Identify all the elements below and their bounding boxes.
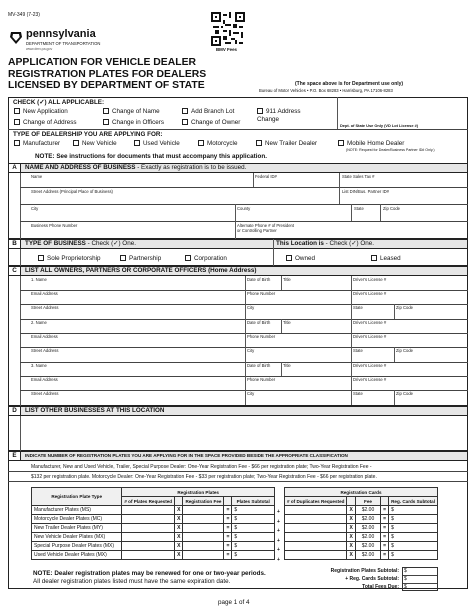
officer-2-label: Driver's License # [353, 320, 387, 325]
plus-sign: + [277, 518, 280, 525]
federal-id-label: Federal ID# [255, 174, 277, 179]
officer-3-address-label: Zip Code [396, 391, 413, 396]
card-row: X $2.00 = $ [285, 542, 438, 551]
plate-row: Used Vehicle Dealer Plates (MX) X = $ [32, 551, 275, 560]
fee-text-line-2: $132 per registration plate. Motorcycle Dealer: One-Year Registration Fee - $33 per registration plate; Two-Year Registration Fee - $66 per registration plate. [31, 474, 377, 480]
officer-3-address-label: City [247, 391, 255, 396]
logo-dept: DEPARTMENT OF TRANSPORTATION [26, 41, 101, 46]
checkbox-sole-proprietorship[interactable]: Sole Proprietorship [38, 255, 101, 262]
checkbox-change-of-address[interactable]: Change of Address [14, 119, 77, 126]
alternate-phone-label: Alternate Phone # of President or Controlling Partner [237, 223, 295, 233]
plus-sign: + [277, 537, 280, 544]
card-row: X $2.00 = $ [285, 533, 438, 542]
logo-url: www.dmv.pa.gov [26, 47, 53, 51]
plus-sign: + [277, 509, 280, 515]
checkbox-leased[interactable]: Leased [371, 255, 401, 262]
plates-subtotal-label: Registration Plates Subtotal: [330, 568, 399, 574]
officer-2-address-label: City [247, 348, 255, 353]
officer-2-label: Title [283, 320, 291, 325]
checkbox-manufacturer[interactable]: Manufacturer [14, 140, 60, 147]
officer-2-contact-label: Email Address [31, 334, 58, 339]
street-address-label: Street Address (Principal Place of Business) [31, 189, 113, 194]
plus-sign: + [277, 557, 280, 563]
plate-row: Special Purpose Dealer Plates (MX) X = $ [32, 542, 275, 551]
din-label: List DIN/Bus. Partner ID# [342, 189, 390, 194]
officer-1-contact-label: Phone Number [247, 291, 276, 296]
checkbox-911-address-change[interactable]: 911 Address Change [257, 108, 301, 123]
officer-3-contact-label: Driver's License # [353, 377, 387, 382]
dept-state-use-label: Dept. of State Use Only (VD Lot License #) [340, 123, 419, 128]
state-sales-tax-label: State Sales Tax # [342, 174, 375, 179]
officer-3-contact-label: Email Address [31, 377, 58, 382]
plate-row: Manufacturer Plates (MS) X = $ [32, 506, 275, 515]
officer-1-label: Title [283, 277, 291, 282]
applicable-heading: CHECK (✓) ALL APPLICABLE: [13, 99, 105, 106]
renewal-note-2: All dealer registration plates listed must have the same expiration date. [33, 578, 231, 585]
renewal-note-1: NOTE: Dealer registration plates may be renewed for one or two-year periods. [33, 570, 266, 577]
officer-1-label: 1. Name [31, 277, 47, 282]
checkbox-change-of-owner[interactable]: Change of Owner [182, 119, 240, 126]
checkbox-partnership[interactable]: Partnership [120, 255, 161, 262]
officer-2-label: 2. Name [31, 320, 47, 325]
cards-table: Registration Cards # of Duplicates Requested Fee Reg. Cards Subtotal X $2.00 = $ X $2.00 = $ X $2.00 = $ X $2.00 = $ X $2.00 = $ X $2.00 = $ [284, 487, 438, 560]
zip-label: Zip Code [383, 206, 400, 211]
dealership-heading: TYPE OF DEALERSHIP YOU ARE APPLYING FOR: [13, 131, 163, 138]
logo-name: pennsylvania [26, 28, 96, 40]
officer-3-address-label: Street Address [31, 391, 59, 396]
bureau-address: Bureau of Motor Vehicles • P.O. Box 68283 • Harrisburg, PA 17106-8283 [259, 88, 393, 93]
total-fees-label: Total Fees Due: [362, 584, 399, 590]
officer-1-contact-label: Email Address [31, 291, 58, 296]
fee-text-line-1: Manufacturer, New and Used Vehicle, Trailer, Special Purpose Dealer: One-Year Registration Fee - $66 per registration plate; Two-Year Registration Fee - [31, 464, 372, 470]
page-number: page 1 of 4 [218, 599, 250, 606]
officer-2-contact-label: Phone Number [247, 334, 276, 339]
other-businesses-field[interactable] [22, 419, 466, 449]
officer-1-address-label: City [247, 305, 255, 310]
plus-sign: + [277, 547, 280, 554]
officer-3-address-label: State [353, 391, 363, 396]
officer-2-address-label: Zip Code [396, 348, 413, 353]
qr-caption: BMV Fees [216, 47, 237, 52]
city-label: City [31, 206, 39, 211]
card-row: X $2.00 = $ [285, 524, 438, 533]
business-name-label: Name [31, 174, 43, 179]
checkbox-change-in-officers[interactable]: Change in Officers [103, 119, 164, 126]
checkbox-corporation[interactable]: Corporation [185, 255, 227, 262]
officer-1-address-label: State [353, 305, 363, 310]
plates-table: Registration Plate Type Registration Plates # of Plates Requested Registration Fee Plates Subtotal Manufacturer Plates (MS) X = $ Motorcycle Dealer Plates (MC) X = $ New Trailer Dealer Plates (MY) X = $ New Vehicle Dealer Plates (MX) X = $ Special Purpose Dealer Plates (MX) X = $ Used Vehicle Dealer Plates (MX) X = $ [31, 487, 275, 560]
state-label: State [354, 206, 364, 211]
officer-2-label: Date of Birth [247, 320, 271, 325]
officer-3-label: Driver's License # [353, 363, 387, 368]
officer-1-address-label: Zip Code [396, 305, 413, 310]
officer-1-contact-label: Driver's License # [353, 291, 387, 296]
dept-use-note: (The space above is for Department use only) [295, 81, 404, 87]
checkbox-mobile-home-dealer[interactable]: Mobile Home Dealer [338, 140, 404, 147]
officer-3-label: Date of Birth [247, 363, 271, 368]
plate-row: Motorcycle Dealer Plates (MC) X = $ [32, 515, 275, 524]
plus-sign: + [277, 528, 280, 535]
officer-1-address-label: Street Address [31, 305, 59, 310]
form-title: APPLICATION FOR VEHICLE DEALER REGISTRATION PLATES FOR DEALERS LICENSED BY DEPARTMENT OF STATE [8, 57, 207, 91]
officer-2-contact-label: Driver's License # [353, 334, 387, 339]
checkbox-motorcycle[interactable]: Motorcycle [198, 140, 237, 147]
officer-3-label: Title [283, 363, 291, 368]
plate-row: New Vehicle Dealer Plates (MX) X = $ [32, 533, 275, 542]
totals-box: $ $ $ [402, 567, 438, 591]
plate-row: New Trailer Dealer Plates (MY) X = $ [32, 524, 275, 533]
checkbox-add-branch-lot[interactable]: Add Branch Lot [182, 108, 234, 115]
checkbox-used-vehicle[interactable]: Used Vehicle [134, 140, 180, 147]
checkbox-change-of-name[interactable]: Change of Name [103, 108, 160, 115]
vd-lot-license-field[interactable] [340, 100, 466, 121]
officer-1-label: Date of Birth [247, 277, 271, 282]
section-e-header: E INDICATE NUMBER OF REGISTRATION PLATES YOU ARE APPLYING FOR IN THE SPACE PROVIDED BESIDE THE APPROPRIATE CLASSIFICATION [8, 451, 468, 461]
officer-3-contact-label: Phone Number [247, 377, 276, 382]
checkbox-new-vehicle[interactable]: New Vehicle [73, 140, 117, 147]
section-c-header: C LIST ALL OWNERS, PARTNERS OR CORPORATE OFFICERS (Home Address) [8, 266, 468, 276]
documents-note: NOTE: See instructions for documents that must accompany this application. [35, 153, 267, 160]
section-d-header: D LIST OTHER BUSINESSES AT THIS LOCATION [8, 406, 468, 416]
cards-subtotal-label: + Reg. Cards Subtotal: [345, 576, 399, 582]
officer-2-address-label: State [353, 348, 363, 353]
card-row: X $2.00 = $ [285, 515, 438, 524]
section-b-header: B TYPE OF BUSINESS - Check (✓) One. This Location is - Check (✓) One. [8, 239, 468, 249]
keystone-logo-icon [9, 31, 23, 45]
section-a-header: A NAME AND ADDRESS OF BUSINESS - Exactly as registration is to be issued. [8, 163, 468, 173]
card-row: X $2.00 = $ [285, 506, 438, 515]
card-row: X $2.00 = $ [285, 551, 438, 560]
officer-1-label: Driver's License # [353, 277, 387, 282]
business-phone-label: Business Phone Number [31, 223, 78, 228]
qr-code [211, 12, 245, 46]
mobile-home-note: (NOTE: Request for Dealer/Business Partner ID# Only.) [346, 148, 435, 152]
checkbox-owned[interactable]: Owned [286, 255, 315, 262]
officer-2-address-label: Street Address [31, 348, 59, 353]
checkbox-new-trailer-dealer[interactable]: New Trailer Dealer [256, 140, 317, 147]
form-number: MV-349 (7-23) [8, 12, 40, 18]
checkbox-new-application[interactable]: New Application [14, 108, 68, 115]
officer-3-label: 3. Name [31, 363, 47, 368]
county-label: County [237, 206, 251, 211]
